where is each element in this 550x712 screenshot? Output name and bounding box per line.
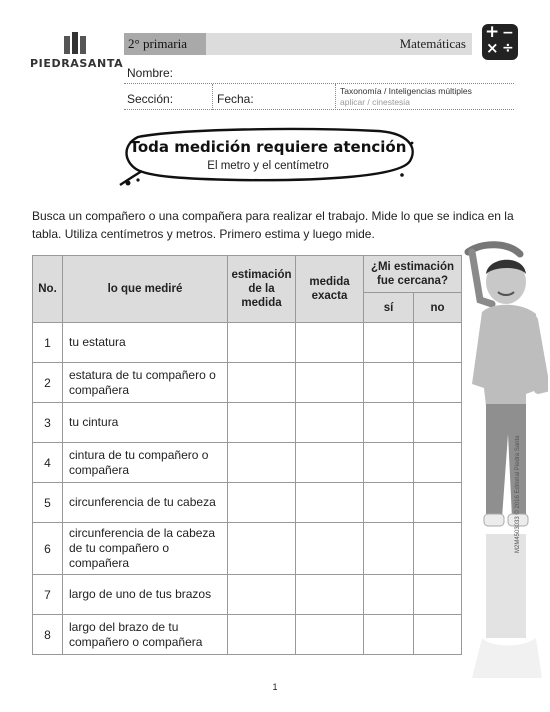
yes-cell[interactable]	[364, 443, 414, 483]
row-description: cintura de tu compañero o compañera	[63, 443, 228, 483]
yes-cell[interactable]	[364, 323, 414, 363]
no-cell[interactable]	[414, 403, 462, 443]
row-number: 4	[33, 443, 63, 483]
no-cell[interactable]	[414, 523, 462, 575]
row-number: 6	[33, 523, 63, 575]
table-row	[33, 443, 462, 483]
subject-label: Matemáticas	[399, 36, 466, 51]
section-line	[124, 109, 514, 110]
table-row	[33, 483, 462, 523]
row-description: tu cintura	[63, 403, 228, 443]
header-yes: sí	[364, 293, 414, 323]
grade-label: 2° primaria	[124, 33, 206, 55]
yes-cell[interactable]	[364, 615, 414, 655]
yes-cell[interactable]	[364, 363, 414, 403]
table-row	[33, 323, 462, 363]
page-number: 1	[272, 682, 278, 692]
no-cell[interactable]	[414, 483, 462, 523]
child-measuring-height-image	[462, 238, 548, 708]
yes-cell[interactable]	[364, 483, 414, 523]
header-no-answer: no	[414, 293, 462, 323]
math-operations-icon: + − × ÷	[482, 24, 518, 60]
section-label: Sección:	[127, 92, 174, 106]
publisher-logo	[30, 32, 124, 70]
header-bar	[124, 33, 472, 55]
exact-cell[interactable]	[296, 363, 364, 403]
divider	[335, 84, 336, 110]
estimate-cell[interactable]	[228, 363, 296, 403]
row-description: tu estatura	[63, 323, 228, 363]
row-description: estatura de tu compañero o compañera	[63, 363, 228, 403]
book-icon	[62, 32, 88, 54]
row-number: 2	[33, 363, 63, 403]
row-number: 3	[33, 403, 63, 443]
exact-cell[interactable]	[296, 523, 364, 575]
no-cell[interactable]	[414, 443, 462, 483]
yes-cell[interactable]	[364, 403, 414, 443]
exact-cell[interactable]	[296, 483, 364, 523]
row-number: 8	[33, 615, 63, 655]
taxonomy-label: Taxonomía / Inteligencias múltiples	[340, 86, 472, 96]
header-exact: medida exacta	[296, 256, 364, 323]
logo-text: PIEDRASANTA	[30, 57, 124, 70]
estimate-cell[interactable]	[228, 323, 296, 363]
name-line[interactable]	[124, 83, 514, 84]
no-cell[interactable]	[414, 575, 462, 615]
row-description: largo de uno de tus brazos	[63, 575, 228, 615]
table-row	[33, 523, 462, 575]
header-close: ¿Mi estimación fue cercana?	[364, 256, 462, 293]
table-row	[33, 363, 462, 403]
row-description: circunferencia de la cabeza de tu compañero o compañera	[63, 523, 228, 575]
exact-cell[interactable]	[296, 615, 364, 655]
exact-cell[interactable]	[296, 403, 364, 443]
taxonomy-box	[340, 86, 472, 108]
copyright: M2M4503033 © 2016 Editorial Piedra Santa	[515, 435, 521, 553]
row-number: 7	[33, 575, 63, 615]
estimate-cell[interactable]	[228, 403, 296, 443]
exact-cell[interactable]	[296, 575, 364, 615]
header-no: No.	[33, 256, 63, 323]
date-label: Fecha:	[217, 92, 254, 106]
table-row	[33, 575, 462, 615]
title-cloud	[118, 125, 418, 187]
estimate-cell[interactable]	[228, 615, 296, 655]
exact-cell[interactable]	[296, 443, 364, 483]
page-subtitle: El metro y el centímetro	[207, 160, 329, 172]
yes-cell[interactable]	[364, 523, 414, 575]
no-cell[interactable]	[414, 323, 462, 363]
row-number: 5	[33, 483, 63, 523]
estimate-cell[interactable]	[228, 575, 296, 615]
row-description: largo del brazo de tu compañero o compañera	[63, 615, 228, 655]
no-cell[interactable]	[414, 615, 462, 655]
estimate-cell[interactable]	[228, 443, 296, 483]
table-row	[33, 403, 462, 443]
instructions: Busca un compañero o una compañera para realizar el trabajo. Mide lo que se indica en la tabla. Utiliza centímetros y metros. Primero estima y luego mide.	[32, 209, 514, 241]
header-what: lo que mediré	[63, 256, 228, 323]
estimate-cell[interactable]	[228, 483, 296, 523]
page-title: Toda medición requiere atención	[129, 138, 407, 156]
header-estimate: estimación de la medida	[228, 256, 296, 323]
estimate-cell[interactable]	[228, 523, 296, 575]
row-description: circunferencia de tu cabeza	[63, 483, 228, 523]
taxonomy-sub: aplicar / cinestesia	[340, 97, 410, 107]
no-cell[interactable]	[414, 363, 462, 403]
measurement-table	[32, 255, 462, 655]
yes-cell[interactable]	[364, 575, 414, 615]
row-number: 1	[33, 323, 63, 363]
name-label: Nombre:	[127, 66, 174, 80]
table-row	[33, 615, 462, 655]
divider	[212, 84, 213, 110]
exact-cell[interactable]	[296, 323, 364, 363]
